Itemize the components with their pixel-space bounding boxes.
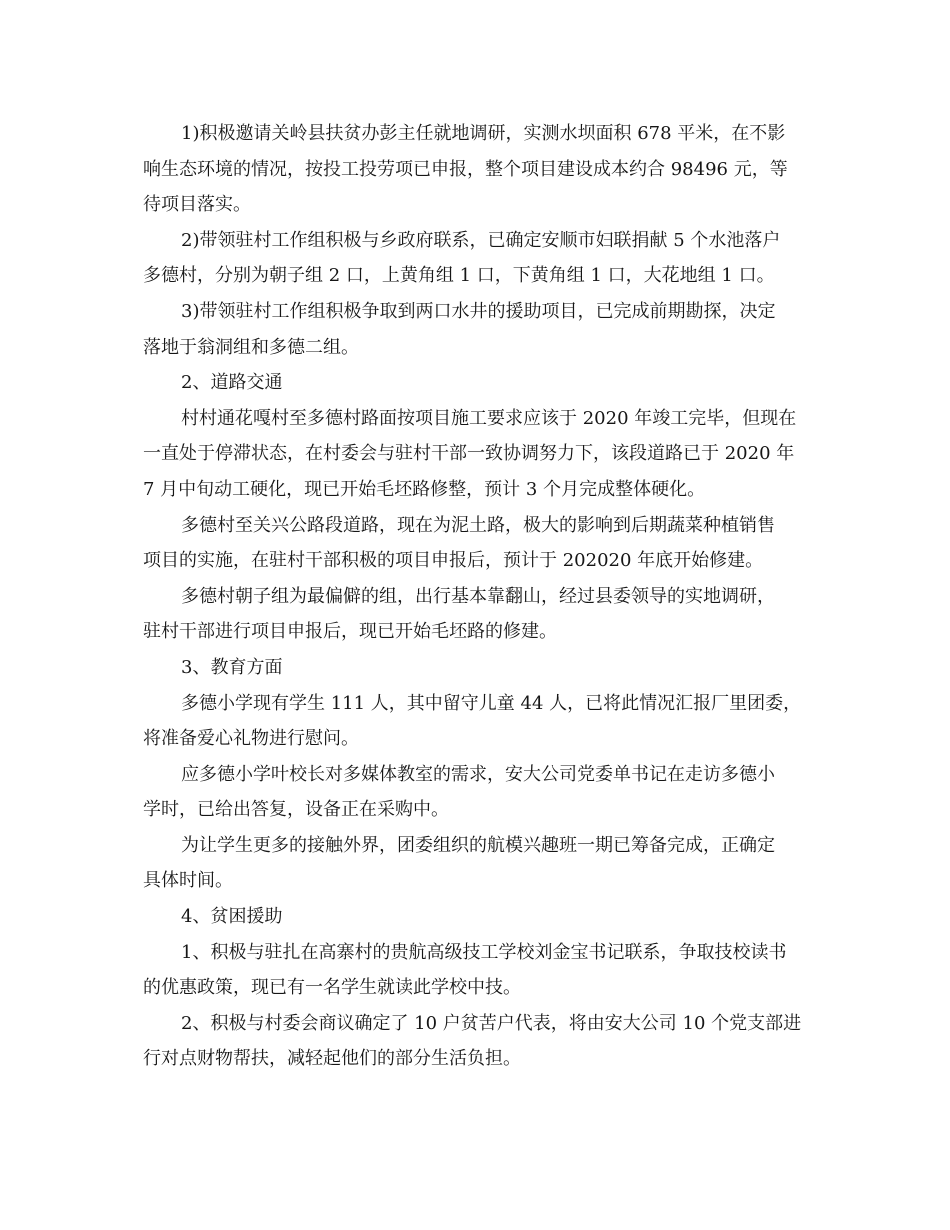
text-line: 项目的实施，在驻村干部积极的项目申报后，预计于 202020 年底开始修建。	[143, 550, 764, 572]
section-heading	[143, 899, 823, 935]
text-line: 3)带领驻村工作组积极争取到两口水井的援助项目，已完成前期勘探，决定	[181, 300, 776, 322]
text-line: 3、教育方面	[181, 656, 283, 678]
text-line: 应多德小学叶校长对多媒体教室的需求，安大公司党委单书记在走访多德小	[181, 763, 775, 785]
text-line: 待项目落实。	[143, 194, 251, 216]
text-line: 驻村干部进行项目申报后，现已开始毛坯路的修建。	[143, 621, 557, 643]
body-paragraph	[143, 757, 823, 828]
text-line: 一直处于停滞状态，在村委会与驻村干部一致协调努力下，该段道路已于 2020 年	[143, 443, 795, 465]
body-paragraph	[143, 294, 823, 365]
text-line: 2、积极与村委会商议确定了 10 户贫苦户代表，将由安大公司 10 个党支部进	[181, 1012, 802, 1034]
text-line: 多德小学现有学生 111 人，其中留守儿童 44 人，已将此情况汇报厂里团委，	[181, 692, 802, 714]
text-line: 多德村至关兴公路段道路，现在为泥土路，极大的影响到后期蔬菜种植销售	[181, 514, 775, 536]
body-paragraph	[143, 508, 823, 579]
body-paragraph	[143, 1006, 823, 1077]
text-line: 多德村朝子组为最偏僻的组，出行基本靠翻山，经过县委领导的实地调研，	[181, 585, 775, 607]
body-paragraph	[143, 116, 823, 223]
body-paragraph	[143, 935, 823, 1006]
text-line: 7 月中旬动工硬化，现已开始毛坯路修整，预计 3 个月完成整体硬化。	[143, 478, 706, 500]
body-paragraph	[143, 828, 823, 899]
text-line: 学时，已给出答复，设备正在采购中。	[143, 799, 449, 821]
text-line: 村村通花嘎村至多德村路面按项目施工要求应该于 2020 年竣工完毕，但现在	[181, 407, 797, 429]
section-heading	[143, 365, 823, 401]
text-line: 4、贫困援助	[181, 906, 283, 928]
text-line: 的优惠政策，现已有一名学生就读此学校中技。	[143, 977, 521, 999]
document-body	[143, 116, 823, 1077]
body-paragraph	[143, 223, 823, 294]
text-line: 为让学生更多的接触外界，团委组织的航模兴趣班一期已筹备完成，正确定	[181, 834, 775, 856]
text-line: 具体时间。	[143, 870, 233, 892]
body-paragraph	[143, 401, 823, 508]
text-line: 2、道路交通	[181, 372, 283, 394]
text-line: 将准备爱心礼物进行慰问。	[143, 728, 359, 750]
text-line: 1、积极与驻扎在高寨村的贵航高级技工学校刘金宝书记联系，争取技校读书	[181, 941, 787, 963]
body-paragraph	[143, 579, 823, 650]
text-line: 行对点财物帮扶，减轻起他们的部分生活负担。	[143, 1048, 521, 1070]
text-line: 落地于翁洞组和多德二组。	[143, 336, 359, 358]
text-line: 1)积极邀请关岭县扶贫办彭主任就地调研，实测水坝面积 678 平米，在不影	[181, 123, 786, 144]
body-paragraph	[143, 686, 823, 757]
text-line: 2)带领驻村工作组积极与乡政府联系，已确定安顺市妇联捐献 5 个水池落户	[181, 229, 781, 251]
section-heading	[143, 650, 823, 686]
text-line: 响生态环境的情况，按投工投劳项已申报，整个项目建设成本约合 98496 元，等	[143, 158, 788, 180]
text-line: 多德村，分别为朝子组 2 口，上黄角组 1 口，下黄角组 1 口，大花地组 1 口。	[143, 265, 775, 287]
